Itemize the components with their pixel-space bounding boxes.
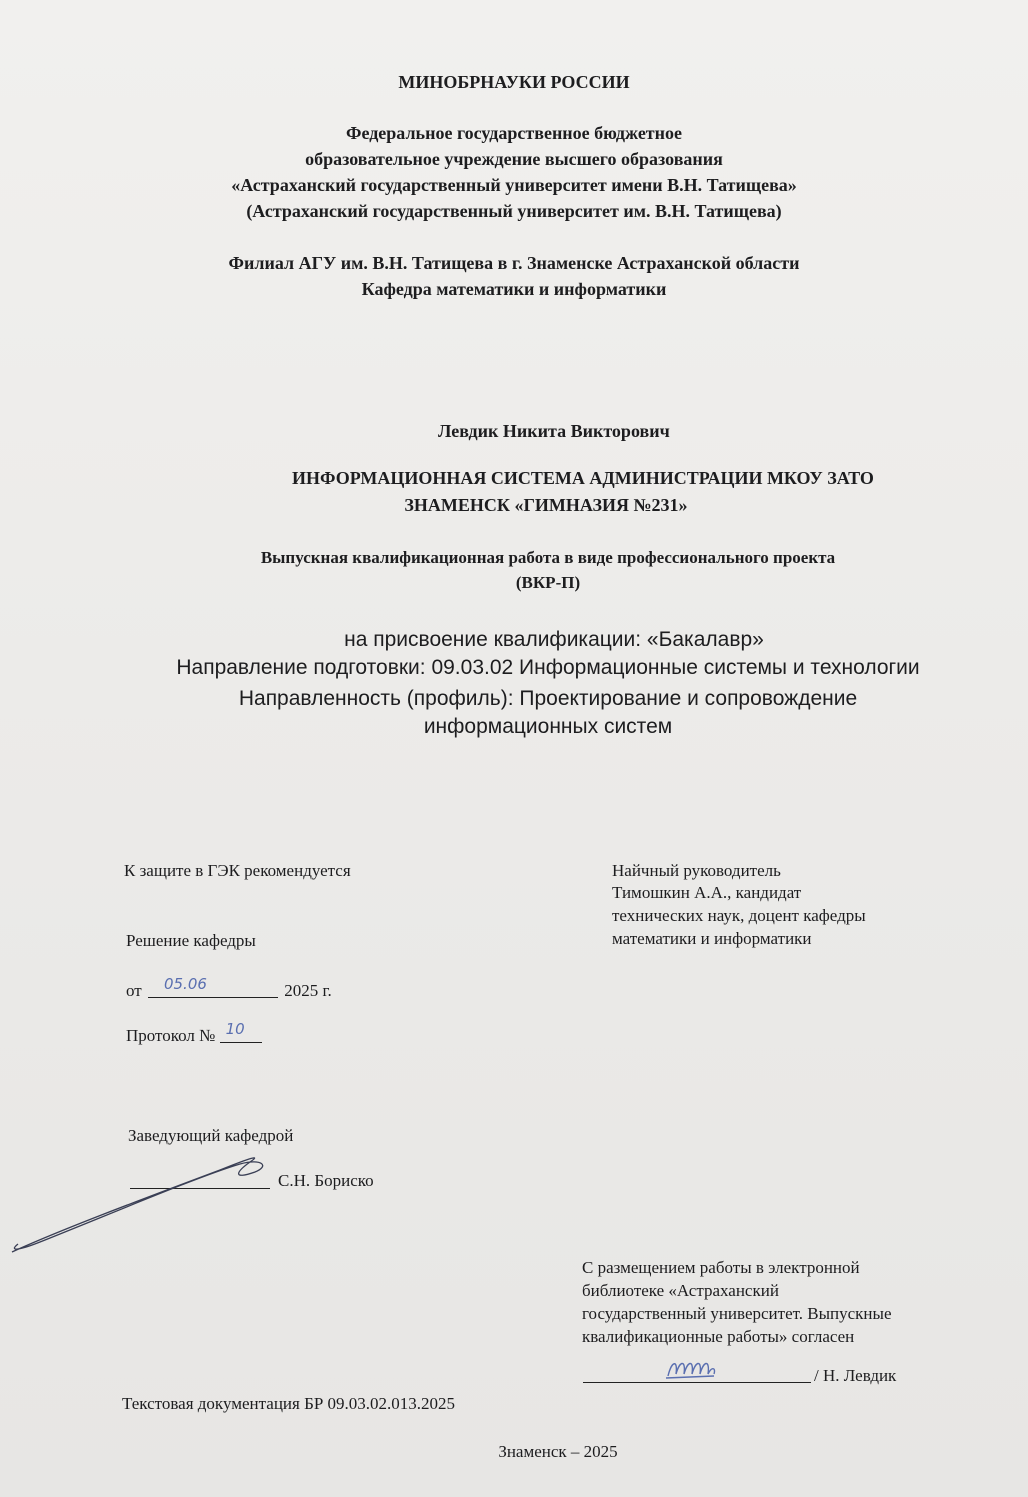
institution-line-2: образовательное учреждение высшего образования <box>305 149 723 169</box>
handwritten-protocol-number: 10 <box>225 1020 245 1038</box>
decision-date-line <box>126 975 332 1002</box>
work-type-line-2: (ВКР-П) <box>515 573 581 592</box>
handwritten-date: 05.06 <box>163 975 207 993</box>
student-signature <box>664 1354 724 1382</box>
protocol-line <box>126 1020 262 1047</box>
supervisor-line-3: технических наук, доцент кафедры <box>612 906 866 925</box>
institution-line-3: «Астраханский государственный университет имени В.Н. Татищева» <box>231 175 797 195</box>
date-field <box>148 975 278 998</box>
student-name: / Н. Левдик <box>814 1366 897 1385</box>
branch-line-1: Филиал АГУ им. В.Н. Татищева в г. Знаменске Астраханской области <box>228 253 800 273</box>
protocol-field <box>220 1020 262 1043</box>
consent-line-2: библиотеке «Астраханский <box>582 1281 779 1300</box>
ministry-heading: МИНОБРНАУКИ РОССИИ <box>398 72 630 92</box>
qualification-line-2: Направление подготовки: 09.03.02 Информационные системы и технологии <box>176 656 920 679</box>
work-type-line-1: Выпускная квалификационная работа в виде профессионального проекта <box>260 548 836 567</box>
department-line: Кафедра математики и информатики <box>361 279 667 299</box>
city-year-footer: Знаменск – 2025 <box>498 1442 618 1461</box>
head-signature <box>0 1140 300 1260</box>
consent-line-4: квалификационные работы» согласен <box>582 1327 855 1346</box>
title-line-1: ИНФОРМАЦИОННАЯ СИСТЕМА АДМИНИСТРАЦИИ МКОУ ЗАТО <box>292 468 874 488</box>
decision-label: Решение кафедры <box>126 931 256 950</box>
supervisor-line-4: математики и информатики <box>612 929 812 948</box>
title-line-2: ЗНАМЕНСК «ГИМНАЗИЯ №231» <box>404 495 688 515</box>
head-name: С.Н. Бориско <box>278 1171 374 1190</box>
institution-line-1: Федеральное государственное бюджетное <box>345 123 683 143</box>
consent-line-1: С размещением работы в электронной <box>582 1258 860 1277</box>
qualification-line-3: Направленность (профиль): Проектирование и сопровождение <box>238 687 858 710</box>
year-suffix: 2025 г. <box>284 981 332 1000</box>
document-code: Текстовая документация БР 09.03.02.013.2025 <box>122 1394 456 1413</box>
institution-line-4: (Астраханский государственный университет им. В.Н. Татищева) <box>246 201 782 221</box>
student-signature-line <box>583 1382 811 1383</box>
supervisor-line-1: Найчный руководитель <box>612 861 781 880</box>
author-name: Левдик Никита Викторович <box>438 421 670 441</box>
head-of-department-label: Заведующий кафедрой <box>128 1126 294 1145</box>
recommend-text: К защите в ГЭК рекомендуется <box>124 861 351 880</box>
qualification-line-4: информационных систем <box>423 715 673 738</box>
protocol-label: Протокол № <box>126 1026 216 1045</box>
qualification-line-1: на присвоение квалификации: «Бакалавр» <box>344 628 764 651</box>
from-prefix: от <box>126 981 142 1000</box>
consent-line-3: государственный университет. Выпускные <box>582 1304 892 1323</box>
supervisor-line-2: Тимошкин А.А., кандидат <box>612 883 802 902</box>
